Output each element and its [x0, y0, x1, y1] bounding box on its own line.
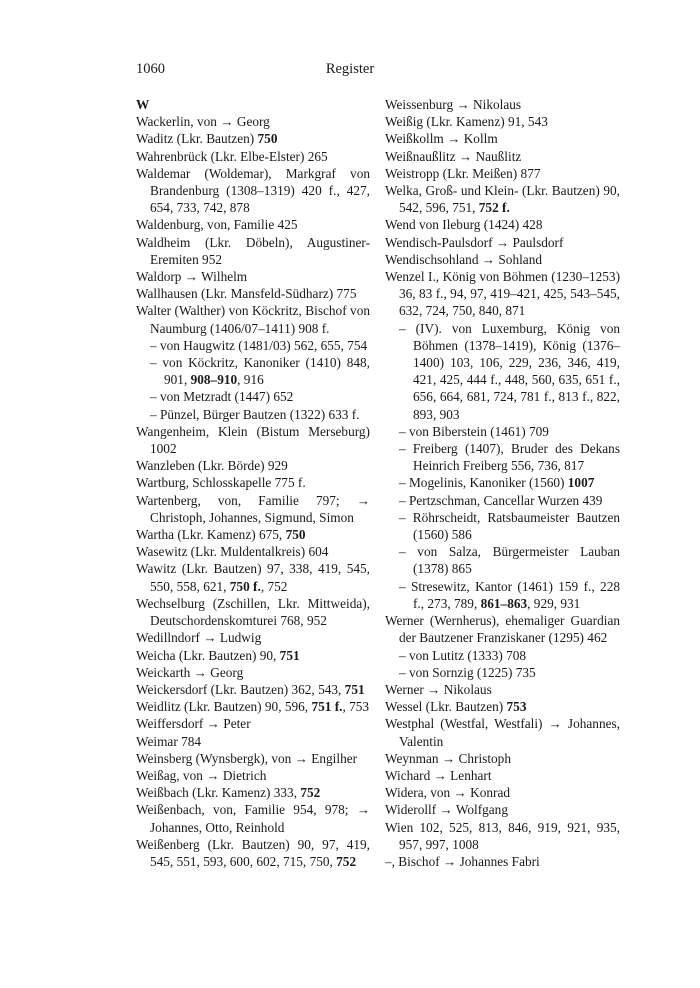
section-letter: W — [136, 97, 150, 112]
entry-text: Weißenbach, von, Familie 954, 978; → Johannes, Otto, Reinhold — [136, 802, 370, 835]
entry-text: Werner → Nikolaus — [385, 681, 492, 697]
index-entry — [385, 320, 620, 423]
bold-page-reference: 750 f. — [229, 578, 261, 594]
entry-text: Weickarth → Georg — [136, 664, 244, 680]
bold-page-reference: 1007 — [567, 475, 595, 491]
entry-text: , 752 — [260, 578, 288, 594]
entry-text: Walter (Walther) von Köckritz, Bischof von Naumburg (1406/07–1411) 908 f. — [136, 303, 370, 336]
index-column-left — [136, 96, 370, 870]
entry-text: – Pertzschman, Cancellar Wurzen 439 — [399, 492, 603, 508]
entry-text: – Freiberg (1407), Bruder des Dekans Heinrich Freiberg 556, 736, 817 — [399, 441, 620, 474]
entry-text: , 929, 931 — [527, 595, 581, 611]
entry-text: – von Salza, Bürgermeister Lauban (1378) 865 — [399, 544, 620, 577]
index-entry — [136, 543, 370, 560]
entry-text: Wichard → Lenhart — [385, 767, 492, 783]
entry-text: Wartha (Lkr. Kamenz) 675, — [136, 527, 286, 543]
entry-text: Wechselburg (Zschillen, Lkr. Mittweida), Deutschordenskomturei 768, 952 — [136, 595, 370, 629]
entry-text: Weinsberg (Wynsbergk), von → Engilher — [136, 750, 358, 766]
entry-text: Weistropp (Lkr. Meißen) 877 — [385, 165, 541, 181]
entry-text: – Mogelinis, Kanoniker (1560) — [399, 475, 568, 491]
index-entry — [136, 767, 370, 784]
entry-text: Wien 102, 525, 813, 846, 919, 921, 935, 957, 997, 1008 — [385, 819, 620, 852]
index-entry — [385, 423, 620, 440]
index-entry — [385, 113, 620, 130]
entry-text: Werner (Wernherus), ehemaliger Guardian der Bautzener Franziskaner (1295) 462 — [385, 613, 620, 646]
index-entry — [136, 234, 370, 268]
index-entry — [136, 268, 370, 285]
index-entry — [385, 612, 620, 646]
index-entry — [385, 148, 620, 165]
entry-text: , 916 — [237, 372, 264, 388]
entry-text: Weimar 784 — [136, 733, 202, 749]
index-entry — [385, 767, 620, 784]
bold-page-reference: 752 — [336, 853, 357, 869]
entry-text: Wenzel I., König von Böhmen (1230–1253) 36, 83 f., 94, 97, 419–421, 425, 543–545, 632, 724, 750, 840, 871 — [385, 269, 620, 319]
index-entry — [136, 750, 370, 767]
index-entry — [136, 492, 370, 526]
index-entry — [136, 784, 370, 801]
index-entry — [385, 251, 620, 268]
entry-text: Wangenheim, Klein (Bistum Merseburg) 1002 — [136, 423, 370, 457]
index-entry — [385, 474, 620, 491]
index-column-right — [385, 96, 620, 870]
entry-text: Weidlitz (Lkr. Bautzen) 90, 596, — [136, 699, 312, 715]
index-entry — [385, 750, 620, 767]
index-entry — [136, 216, 370, 233]
index-entry — [136, 457, 370, 474]
index-entry — [136, 560, 370, 594]
index-entry — [385, 234, 620, 251]
index-entry — [385, 492, 620, 509]
entry-text: Wedillndorf → Ludwig — [136, 630, 262, 646]
entry-text: Widera, von → Konrad — [385, 785, 511, 801]
bold-page-reference: 861–863 — [480, 595, 528, 611]
entry-text: , 753 — [342, 699, 370, 715]
index-entry — [136, 423, 370, 457]
entry-text: Widerollf → Wolfgang — [385, 802, 508, 818]
index-entry — [136, 474, 370, 491]
index-entry — [136, 526, 370, 543]
bold-page-reference: 752 f. — [478, 200, 510, 216]
index-entry — [385, 216, 620, 233]
entry-text: – Stresewitz, Kantor (1461) 159 f., 228 f., 273, 789, — [399, 578, 620, 611]
index-entry — [136, 354, 370, 388]
entry-text: Wanzleben (Lkr. Börde) 929 — [136, 458, 288, 474]
entry-text: Weicha (Lkr. Bautzen) 90, — [136, 647, 280, 663]
entry-text: Wallhausen (Lkr. Mansfeld-Südharz) 775 — [136, 286, 357, 302]
entry-text: Wend von Ileburg (1424) 428 — [385, 217, 543, 233]
bold-page-reference: 908–910 — [190, 372, 238, 388]
index-entry — [385, 698, 620, 715]
entry-text: – von Biberstein (1461) 709 — [399, 423, 549, 439]
entry-text: – von Köckritz, Kanoniker (1410) 848, 901, — [150, 355, 370, 388]
index-entry — [385, 664, 620, 681]
entry-text: Weißig (Lkr. Kamenz) 91, 543 — [385, 114, 548, 130]
entry-text: – von Sornzig (1225) 735 — [399, 664, 536, 680]
index-entry — [136, 148, 370, 165]
index-entry — [385, 509, 620, 543]
page-number: 1060 — [136, 61, 165, 77]
index-entry — [385, 440, 620, 474]
entry-text: Weißag, von → Dietrich — [136, 767, 267, 783]
index-entry — [136, 801, 370, 835]
index-entry — [385, 130, 620, 147]
index-entry — [136, 629, 370, 646]
entry-text: Weißkollm → Kollm — [385, 131, 498, 147]
entry-text: – von Haugwitz (1481/03) 562, 655, 754 — [150, 337, 368, 353]
entry-text: Weißbach (Lkr. Kamenz) 333, — [136, 785, 301, 801]
entry-text: –, Bischof → Johannes Fabri — [385, 853, 540, 869]
entry-text: Wawitz (Lkr. Bautzen) 97, 338, 419, 545, 550, 558, 621, — [136, 561, 370, 594]
entry-text: – (IV). von Luxemburg, König von Böhmen (1378–1419), König (1376–1400) 103, 106, 229, 236, 346, 419, 421, 425, 444 f., 448, 560, 635, 651 f., 656, 664, 681, 724, 781 f., 813 f., 822, 893, 903 — [399, 320, 620, 422]
index-entry — [136, 664, 370, 681]
index-entry — [136, 595, 370, 629]
bold-page-reference: 750 — [257, 131, 278, 147]
entry-text: Weissenburg → Nikolaus — [385, 97, 522, 112]
entry-text: Westphal (Westfal, Westfali) → Johannes, Valentin — [385, 716, 620, 749]
running-title: Register — [325, 61, 375, 77]
entry-text: Wahrenbrück (Lkr. Elbe-Elster) 265 — [136, 148, 328, 164]
index-entry — [385, 853, 620, 870]
index-entry — [385, 715, 620, 749]
entry-text: Wasewitz (Lkr. Muldentalkreis) 604 — [136, 544, 329, 560]
page-header — [136, 61, 564, 81]
right-entries — [385, 96, 620, 870]
index-entry — [385, 681, 620, 698]
bold-page-reference: 753 — [506, 699, 527, 715]
index-entry — [385, 543, 620, 577]
entry-text: Wackerlin, von → Georg — [136, 114, 270, 130]
bold-page-reference: 751 — [344, 681, 365, 697]
entry-text: Waditz (Lkr. Bautzen) — [136, 131, 258, 147]
index-entry — [385, 96, 620, 113]
index-entry — [136, 165, 370, 217]
entry-text: – Pünzel, Bürger Bautzen (1322) 633 f. — [150, 406, 360, 422]
index-entry — [136, 733, 370, 750]
entry-text: Weißnaußlitz → Naußlitz — [385, 148, 522, 164]
entry-text: Weickersdorf (Lkr. Bautzen) 362, 543, — [136, 681, 345, 697]
bold-page-reference: 751 — [279, 647, 300, 663]
entry-text: Waldorp → Wilhelm — [136, 269, 248, 285]
index-entry — [136, 698, 370, 715]
index-entry — [385, 819, 620, 853]
index-entry — [136, 681, 370, 698]
index-entry — [136, 388, 370, 405]
entry-text: Weiffersdorf → Peter — [136, 716, 251, 732]
entry-text: Wartenberg, von, Familie 797; → Christoph, Johannes, Sigmund, Simon — [136, 492, 370, 525]
bold-page-reference: 750 — [285, 527, 306, 543]
left-entries — [136, 113, 370, 870]
bold-page-reference: 752 — [300, 785, 321, 801]
index-entry — [136, 302, 370, 336]
entry-text: – Röhrscheidt, Ratsbaumeister Bautzen (1560) 586 — [399, 509, 620, 543]
index-entry — [136, 836, 370, 870]
index-entry — [385, 182, 620, 216]
entry-text: – von Lutitz (1333) 708 — [399, 647, 527, 663]
index-entry — [136, 406, 370, 423]
entry-text: Waldemar (Woldemar), Markgraf von Brandenburg (1308–1319) 420 f., 427, 654, 733, 742, 878 — [136, 165, 370, 216]
entry-text: Wessel (Lkr. Bautzen) — [385, 699, 507, 715]
index-entry — [385, 784, 620, 801]
entry-text: Wendischsohland → Sohland — [385, 251, 542, 267]
entry-text: Weynman → Christoph — [385, 750, 511, 766]
index-entry — [385, 801, 620, 818]
entry-text: Waldenburg, von, Familie 425 — [136, 217, 298, 233]
index-entry — [136, 130, 370, 147]
entry-text: Weißenberg (Lkr. Bautzen) 90, 97, 419, 545, 551, 593, 600, 602, 715, 750, — [136, 836, 370, 869]
index-entry — [385, 647, 620, 664]
entry-text: Welka, Groß- und Klein- (Lkr. Bautzen) 90, 542, 596, 751, — [385, 183, 620, 216]
entry-text: – von Metzradt (1447) 652 — [150, 389, 294, 405]
entry-text: Wendisch-Paulsdorf → Paulsdorf — [385, 234, 564, 250]
bold-page-reference: 751 f. — [311, 699, 343, 715]
index-entry — [385, 578, 620, 612]
entry-text: Wartburg, Schlosskapelle 775 f. — [136, 475, 306, 491]
entry-text: Waldheim (Lkr. Döbeln), Augustiner-Eremiten 952 — [136, 234, 370, 267]
index-entry — [385, 268, 620, 320]
index-entry — [136, 337, 370, 354]
index-entry — [136, 285, 370, 302]
index-entry — [385, 165, 620, 182]
index-entry — [136, 715, 370, 732]
index-entry — [136, 113, 370, 130]
index-entry — [136, 647, 370, 664]
